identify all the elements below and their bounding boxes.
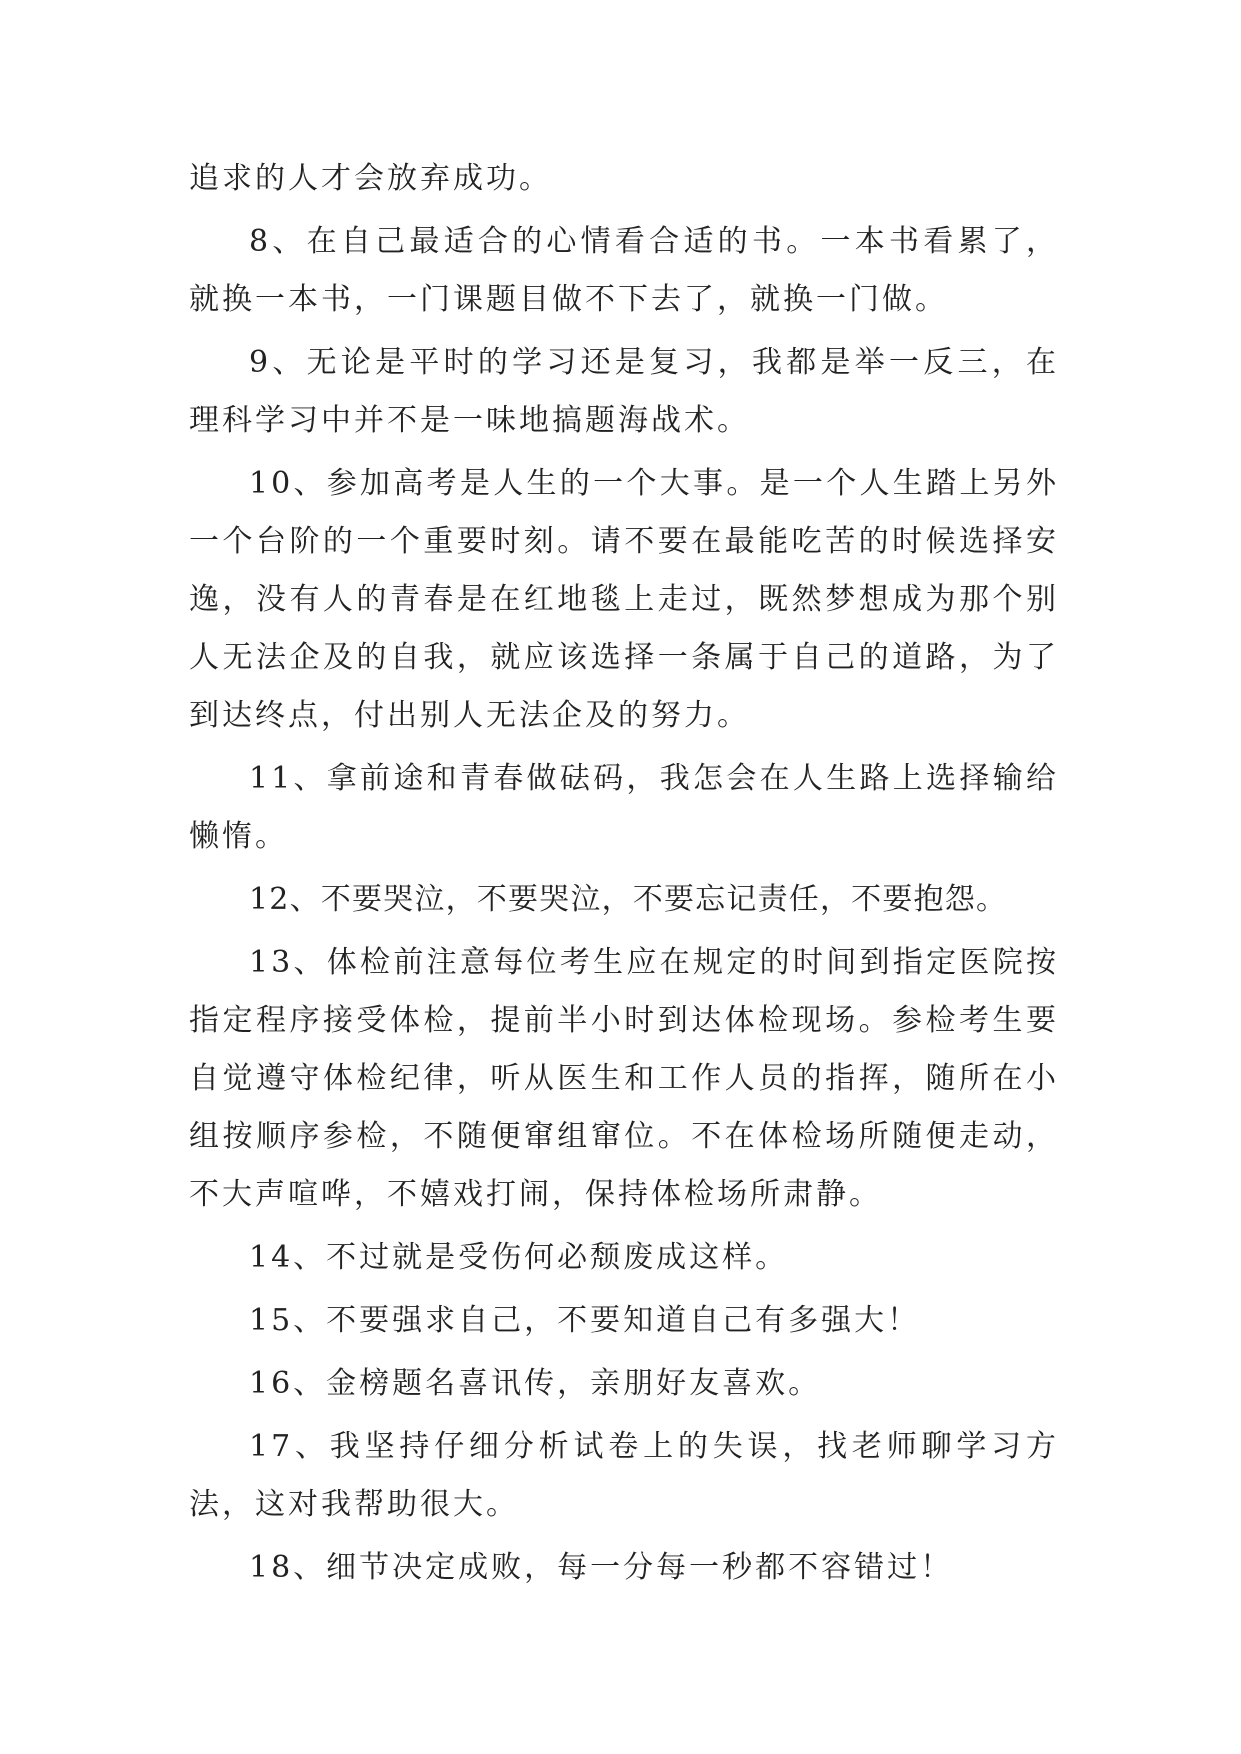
- paragraph-item-14: 14、不过就是受伤何必颓废成这样。: [249, 1240, 789, 1275]
- paragraph-item-11: 11、拿前途和青春做砝码，我怎会在人生路上选择输给懒惰。: [189, 761, 1059, 854]
- paragraph-item-12: 12、不要哭泣，不要哭泣，不要忘记责任，不要抱怨。: [249, 882, 1008, 917]
- paragraph-item-13: 13、体检前注意每位考生应在规定的时间到指定医院按指定程序接受体检，提前半小时到达体检现场。参检考生要自觉遵守体检纪律，听从医生和工作人员的指挥，随所在小组按顺序参检，不随便窜组窜位。不在体检场所随便走动，不大声喧哗，不嬉戏打闹，保持体检场所肃静。: [189, 945, 1059, 1212]
- paragraph-item-9: 9、无论是平时的学习还是复习，我都是举一反三，在理科学习中并不是一味地搞题海战术。: [189, 345, 1059, 438]
- paragraph-item-16: 16、金榜题名喜讯传，亲朋好友喜欢。: [249, 1366, 822, 1401]
- paragraph-item-15: 15、不要强求自己，不要知道自己有多强大！: [249, 1303, 921, 1338]
- paragraph-item-18: 18、细节决定成败，每一分每一秒都不容错过！: [249, 1550, 954, 1585]
- paragraph-item-10: 10、参加高考是人生的一个大事。是一个人生踏上另外一个台阶的一个重要时刻。请不要在最能吃苦的时候选择安逸，没有人的青春是在红地毯上走过，既然梦想成为那个别人无法企及的自我，就应该选择一条属于自己的道路，为了到达终点，付出别人无法企及的努力。: [189, 466, 1059, 733]
- paragraph-item-17: 17、我坚持仔细分析试卷上的失误，找老师聊学习方法，这对我帮助很大。: [189, 1429, 1059, 1522]
- paragraph-item-8: 8、在自己最适合的心情看合适的书。一本书看累了，就换一本书，一门课题目做不下去了，就换一门做。: [189, 224, 1059, 317]
- paragraph-continuation: 追求的人才会放弃成功。: [189, 161, 552, 196]
- document-body: [189, 150, 1059, 1602]
